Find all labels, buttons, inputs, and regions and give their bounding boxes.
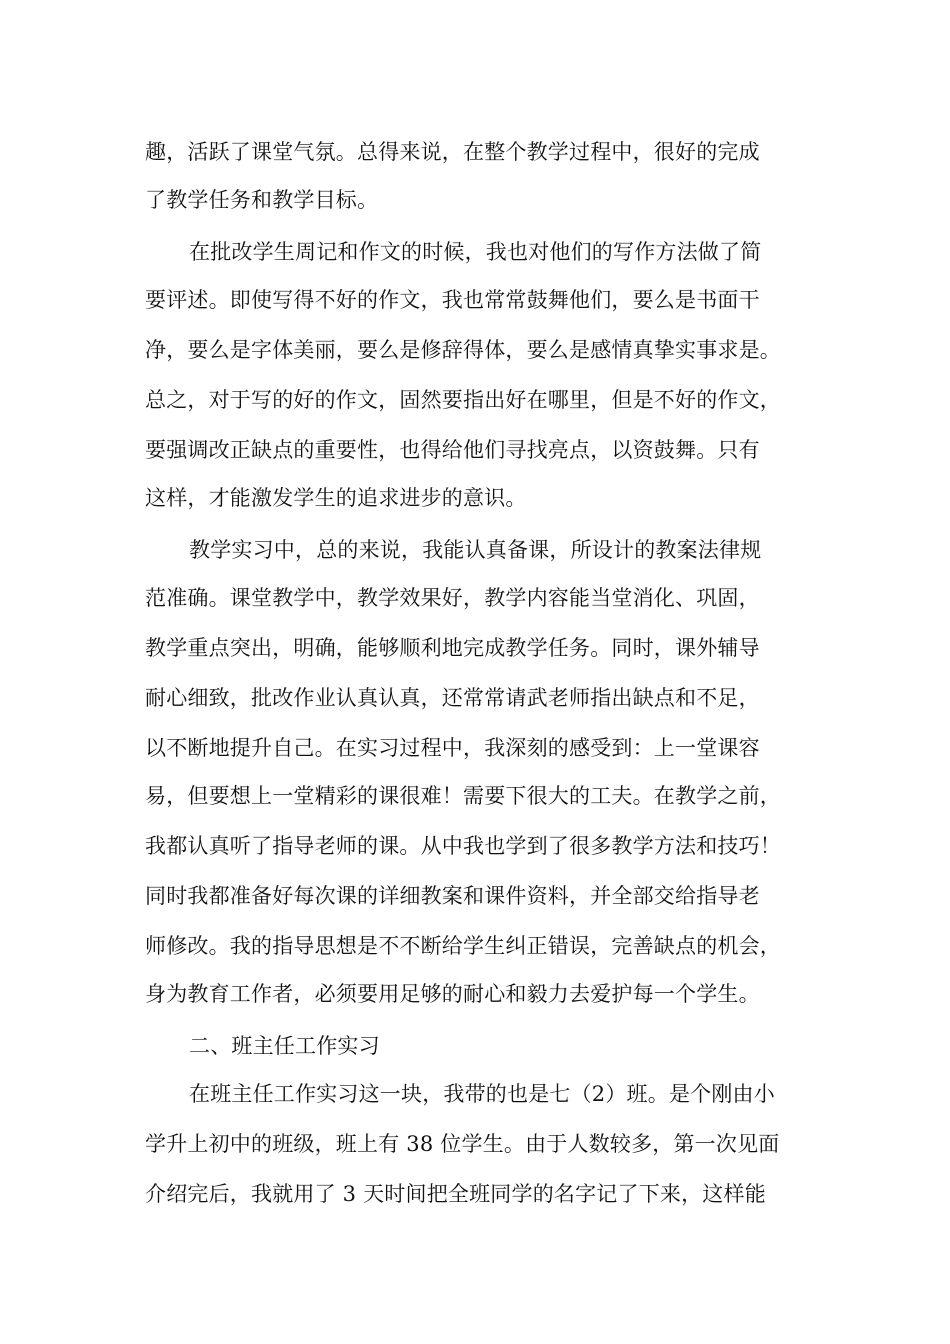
text-line: 教学实习中，总的来说，我能认真备课，所设计的教案法律规 <box>189 538 762 562</box>
text-line: 同时我都准备好每次课的详细教案和课件资料，并全部交给指导老 <box>145 884 760 908</box>
text-line: 这样，才能激发学生的追求进步的意识。 <box>145 486 527 510</box>
text-line: 在批改学生周记和作文的时候，我也对他们的写作方法做了简 <box>189 240 762 264</box>
text-line: 易，但要想上一堂精彩的课很难！需要下很大的工夫。在教学之前， <box>145 784 781 808</box>
text-line: 耐心细致，批改作业认真认真，还常常请武老师指出缺点和不足， <box>145 686 760 710</box>
text-line: 介绍完后，我就用了 3 天时间把全班同学的名字记了下来，这样能 <box>145 1182 766 1206</box>
section-heading: 二、班主任工作实习 <box>189 1034 380 1058</box>
text-line: 以不断地提升自己。在实习过程中，我深刻的感受到：上一堂课容 <box>145 736 760 760</box>
text-line: 净，要么是字体美丽，要么是修辞得体，要么是感情真挚实事求是。 <box>145 338 781 362</box>
text-line: 要强调改正缺点的重要性，也得给他们寻找亮点，以资鼓舞。只有 <box>145 438 760 462</box>
text-line: 总之，对于写的好的作文，固然要指出好在哪里，但是不好的作文， <box>145 388 781 412</box>
text-line: 我都认真听了指导老师的课。从中我也学到了很多教学方法和技巧！ <box>145 834 781 858</box>
text-line: 要评述。即使写得不好的作文，我也常常鼓舞他们，要么是书面干 <box>145 288 760 312</box>
text-line: 趣，活跃了课堂气氛。总得来说，在整个教学过程中，很好的完成 <box>145 140 760 164</box>
text-line: 教学重点突出，明确，能够顺利地完成教学任务。同时，课外辅导 <box>145 636 760 660</box>
text-line: 了教学任务和教学目标。 <box>145 188 379 212</box>
text-line: 在班主任工作实习这一块，我带的也是七（2）班。是个刚由小 <box>189 1082 775 1106</box>
text-line: 身为教育工作者，必须要用足够的耐心和毅力去爱护每一个学生。 <box>145 982 760 1006</box>
text-line: 师修改。我的指导思想是不不断给学生纠正错误，完善缺点的机会， <box>145 934 781 958</box>
text-line: 范准确。课堂教学中，教学效果好，教学内容能当堂消化、巩固， <box>145 586 760 610</box>
text-line: 学升上初中的班级，班上有 38 位学生。由于人数较多，第一次见面 <box>145 1132 780 1156</box>
